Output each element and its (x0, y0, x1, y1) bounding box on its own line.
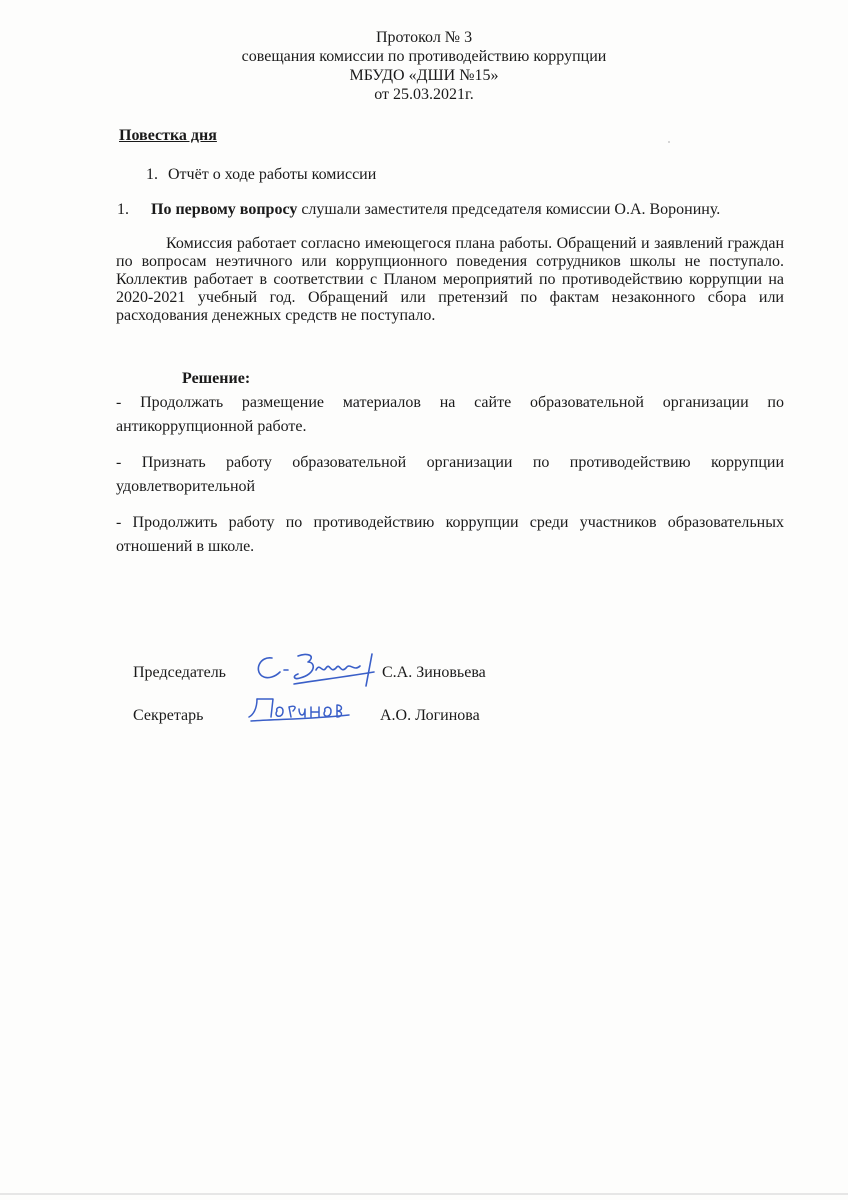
decision-item: - Продолжать размещение материалов на сайте образовательной организации по антикоррупционной работе. (116, 394, 784, 435)
agenda-item-number: 1. (146, 166, 158, 183)
agenda-item (146, 166, 376, 184)
scan-speck (668, 141, 670, 143)
chair-signature-image (250, 648, 390, 692)
decision-title: Решение: (182, 370, 251, 387)
decision-item: - Признать работу образовательной организации по противодействию коррупции удовлетворительной (116, 454, 784, 495)
secretary-role: Секретарь (133, 707, 204, 724)
question-heading: По первому вопросу (151, 201, 298, 218)
protocol-number: Протокол № 3 (375, 29, 473, 46)
protocol-date: от 25.03.2021г. (374, 86, 474, 103)
first-question (117, 201, 720, 219)
question-number: 1. (117, 201, 129, 218)
decision-item: - Продолжить работу по противодействию коррупции среди участников образовательных отношений в школе. (116, 514, 784, 555)
secretary-name: А.О. Логинова (380, 707, 480, 724)
question-text: слушали заместителя председателя комиссии О.А. Воронину. (297, 201, 721, 218)
chair-name: С.А. Зиновьева (382, 664, 486, 681)
scan-edge (0, 1193, 848, 1195)
organization-name: МБУДО «ДШИ №15» (349, 67, 499, 84)
meeting-title: совещания комиссии по противодействию коррупции (241, 48, 607, 65)
chair-role: Председатель (133, 664, 226, 681)
agenda-item-text: Отчёт о ходе работы комиссии (168, 166, 377, 183)
protocol-header (0, 28, 848, 104)
agenda-title: Повестка дня (119, 127, 217, 144)
secretary-signature-image (243, 693, 353, 727)
report-paragraph: Комиссия работает согласно имеющегося плана работы. Обращений и заявлений граждан по вопросам неэтичного или коррупционного поведения сотрудников школы не поступало. Коллектив работает в соответствии с Планом мероприятий по противодействию коррупции на 2020-2021 учебный год. Обращений или претензий по фактам незаконного сбора или расходования денежных средств не поступало. (116, 235, 784, 324)
